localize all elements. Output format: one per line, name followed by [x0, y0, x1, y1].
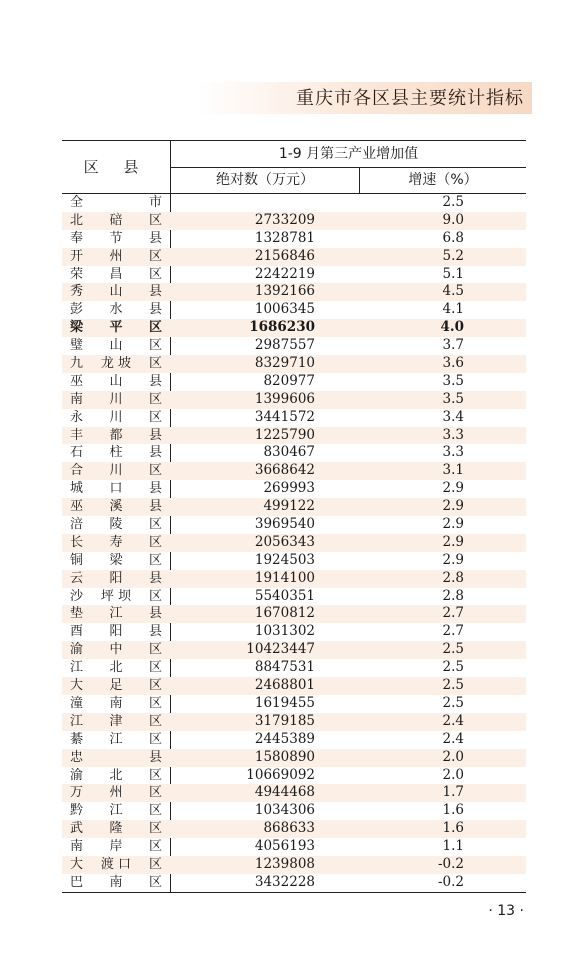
growth-rate: 2.7	[442, 623, 464, 640]
region-name	[70, 605, 162, 623]
region-name-part: 柱	[109, 445, 123, 461]
region-name-part: 区	[148, 517, 162, 533]
region-name-part: 涪	[70, 517, 84, 533]
region-name-part: 武	[70, 821, 84, 837]
region-name-part: 足	[109, 678, 123, 694]
region-name-part: 区	[148, 391, 162, 407]
table-row	[62, 283, 526, 301]
region-name	[70, 230, 162, 248]
growth-rate: -0.2	[437, 855, 464, 872]
growth-rate: 3.3	[442, 444, 464, 461]
region-name	[70, 266, 162, 284]
region-name-part: 区	[148, 409, 162, 425]
region-name-part: 北	[109, 660, 123, 676]
region-name-part: 江	[70, 660, 84, 676]
table-row	[62, 516, 526, 534]
statistics-table	[62, 140, 526, 893]
table-row	[62, 874, 526, 892]
region-name-part: 荣	[70, 266, 84, 282]
table-row	[62, 373, 526, 391]
absolute-value: 820977	[263, 372, 315, 389]
table-row	[62, 695, 526, 713]
growth-rate: 2.8	[442, 587, 464, 604]
region-name-part: 州	[109, 785, 123, 801]
region-name-part: 区	[148, 874, 162, 890]
region-name	[70, 480, 162, 498]
absolute-value: 2987557	[254, 337, 315, 354]
region-name	[70, 444, 162, 462]
absolute-value: 1225790	[254, 426, 315, 443]
absolute-value: 269993	[263, 480, 315, 497]
region-name-part: 渝	[70, 767, 84, 783]
region-name-part: 寿	[109, 534, 123, 550]
absolute-value: 1239808	[254, 855, 315, 872]
region-name-part: 沙	[70, 588, 84, 604]
absolute-value: 3432228	[254, 873, 315, 890]
region-name-part: 巴	[70, 874, 84, 890]
region-name-part: 区	[148, 248, 162, 264]
region-name-part: 津	[109, 713, 123, 729]
growth-rate: 2.5	[442, 659, 464, 676]
growth-rate: 3.3	[442, 426, 464, 443]
region-name	[70, 427, 162, 445]
region-name-part: 九	[70, 356, 84, 372]
region-name-part: 长	[70, 534, 84, 550]
growth-rate: 3.5	[442, 372, 464, 389]
region-name-part: 奉	[70, 230, 84, 246]
growth-rate: 2.4	[442, 712, 464, 729]
growth-rate: 3.1	[442, 462, 464, 479]
table-row	[62, 355, 526, 373]
region-name-part: 万	[70, 785, 84, 801]
absolute-value: 1328781	[254, 229, 315, 246]
table-row	[62, 248, 526, 266]
region-name-part: 州	[109, 248, 123, 264]
region-name-part: 县	[148, 302, 162, 318]
growth-rate: 2.5	[442, 694, 464, 711]
absolute-value: 8329710	[254, 355, 315, 372]
page-number: · 13 ·	[488, 903, 524, 919]
table-row	[62, 230, 526, 248]
absolute-value: 2242219	[254, 265, 315, 282]
region-name-part: 北	[70, 212, 84, 228]
region-name-part: 城	[70, 481, 84, 497]
growth-rate: 2.4	[442, 730, 464, 747]
region-name-part: 黔	[70, 803, 84, 819]
region-name-part: 南	[109, 695, 123, 711]
region-name-part: 节	[109, 230, 123, 246]
growth-rate: 9.0	[442, 211, 464, 228]
region-name-part: 区	[148, 785, 162, 801]
absolute-value: 1399606	[254, 390, 315, 407]
absolute-value: 1580890	[254, 748, 315, 765]
region-name	[70, 695, 162, 713]
region-name-part: 碚	[109, 212, 123, 228]
absolute-value: 2445389	[254, 730, 315, 747]
table-row	[62, 319, 526, 337]
region-name-part: 县	[148, 499, 162, 515]
table-row	[62, 444, 526, 462]
region-name-part: 江	[109, 731, 123, 747]
region-name	[70, 409, 162, 427]
region-name-part: 南	[70, 839, 84, 855]
table-row	[62, 194, 526, 212]
region-name-part: 南	[109, 874, 123, 890]
table-row	[62, 838, 526, 856]
region-name-part: 区	[148, 266, 162, 282]
table-row	[62, 767, 526, 785]
region-name-part: 都	[109, 427, 123, 443]
growth-rate: 2.9	[442, 516, 464, 533]
region-name-part: 永	[70, 409, 84, 425]
region-name-part: 大	[70, 856, 84, 872]
table-row	[62, 427, 526, 445]
region-name-part: 川	[109, 463, 123, 479]
region-name-part: 岸	[109, 839, 123, 855]
region-name	[70, 283, 162, 301]
region-name	[70, 820, 162, 838]
table-row	[62, 784, 526, 802]
growth-rate: 3.6	[442, 355, 464, 372]
absolute-value: 10423447	[246, 641, 315, 658]
table-row	[62, 391, 526, 409]
growth-rate: 2.0	[442, 766, 464, 783]
header-region: 区 县	[83, 158, 149, 176]
growth-rate: 2.5	[442, 677, 464, 694]
region-name-part: 县	[148, 427, 162, 443]
region-name-part: 区	[148, 320, 162, 336]
growth-rate: 2.9	[442, 480, 464, 497]
growth-rate: 4.5	[442, 283, 464, 300]
region-name	[70, 856, 162, 874]
absolute-value: 5540351	[254, 587, 315, 604]
absolute-value: 4944468	[254, 784, 315, 801]
region-name-part: 铜	[70, 552, 84, 568]
growth-rate: 2.9	[442, 498, 464, 515]
region-name	[70, 838, 162, 856]
growth-rate: 1.7	[442, 784, 464, 801]
header-growth-rate: 增速（%）	[408, 172, 478, 188]
table-row	[62, 462, 526, 480]
region-name-part: 区	[148, 731, 162, 747]
absolute-value: 1031302	[254, 623, 315, 640]
header-group: 1-9 月第三产业增加值	[171, 141, 526, 168]
region-name-part: 区	[148, 839, 162, 855]
region-name-part: 口	[109, 481, 123, 497]
table-row	[62, 856, 526, 874]
region-name-part: 石	[70, 445, 84, 461]
region-name-part: 江	[70, 713, 84, 729]
growth-rate: 2.9	[442, 551, 464, 568]
region-name	[70, 588, 162, 606]
header-absolute-value: 绝对数（万元）	[216, 172, 314, 188]
table-row	[62, 552, 526, 570]
region-name-part: 县	[148, 606, 162, 622]
absolute-value: 3179185	[254, 712, 315, 729]
region-name-part: 丰	[70, 427, 84, 443]
absolute-value: 3969540	[254, 516, 315, 533]
absolute-value: 1924503	[254, 551, 315, 568]
region-name	[70, 623, 162, 641]
region-name	[70, 516, 162, 534]
page-title: 重庆市各区县主要统计指标	[296, 88, 524, 109]
region-name-part: 区	[148, 821, 162, 837]
region-name-part: 潼	[70, 695, 84, 711]
region-name-part: 区	[148, 642, 162, 658]
region-name	[70, 570, 162, 588]
region-name-part: 陵	[109, 517, 123, 533]
absolute-value: 1686230	[249, 319, 315, 336]
region-name-part: 阳	[109, 624, 123, 640]
growth-rate: 1.6	[442, 820, 464, 837]
region-name-part: 市	[148, 195, 162, 210]
region-name-part: 梁	[109, 552, 123, 568]
region-name	[70, 767, 162, 785]
absolute-value: 1914100	[254, 569, 315, 586]
region-name-part: 合	[70, 463, 84, 479]
region-name	[70, 731, 162, 749]
absolute-value: 2733209	[254, 211, 315, 228]
region-name-part: 綦	[70, 731, 84, 747]
table-row	[62, 659, 526, 677]
region-name-part: 区	[148, 552, 162, 568]
region-name	[70, 677, 162, 695]
growth-rate: 2.0	[442, 748, 464, 765]
table-row	[62, 212, 526, 230]
growth-rate: 3.7	[442, 337, 464, 354]
region-name	[70, 498, 162, 516]
region-name-part: 璧	[70, 338, 84, 354]
region-name	[70, 713, 162, 731]
growth-rate: 5.1	[442, 265, 464, 282]
absolute-value: 499122	[263, 498, 315, 515]
region-name-part: 区	[148, 767, 162, 783]
region-name	[70, 552, 162, 570]
region-name-part: 北	[109, 767, 123, 783]
region-name-part: 梁	[70, 320, 84, 336]
region-name-part: 平	[109, 320, 123, 336]
absolute-value: 1392166	[254, 283, 315, 300]
table-row	[62, 534, 526, 552]
region-name	[70, 749, 162, 767]
region-name-part: 中	[109, 642, 123, 658]
region-name	[70, 319, 162, 337]
table-row	[62, 731, 526, 749]
region-name-part: 水	[109, 302, 123, 318]
absolute-value: 1006345	[254, 301, 315, 318]
region-name-part: 溪	[109, 499, 123, 515]
table-row	[62, 570, 526, 588]
growth-rate: 2.9	[442, 533, 464, 550]
table-row	[62, 480, 526, 498]
region-name	[70, 641, 162, 659]
region-name-part: 区	[148, 695, 162, 711]
region-name-part: 县	[148, 749, 162, 765]
growth-rate: 5.2	[442, 247, 464, 264]
growth-rate: 6.8	[442, 229, 464, 246]
region-name-part: 彭	[70, 302, 84, 318]
region-name-part: 区	[148, 463, 162, 479]
table-row	[62, 677, 526, 695]
region-name-part: 县	[148, 230, 162, 246]
table-row	[62, 409, 526, 427]
region-name	[70, 301, 162, 319]
region-name-part: 阳	[109, 570, 123, 586]
absolute-value: 3668642	[254, 462, 315, 479]
table-row	[62, 749, 526, 767]
absolute-value: 868633	[263, 820, 315, 837]
region-name-part: 县	[148, 624, 162, 640]
table-row	[62, 498, 526, 516]
region-name-part: 渝	[70, 642, 84, 658]
region-name-part: 县	[148, 570, 162, 586]
region-name	[70, 784, 162, 802]
region-name-part: 云	[70, 570, 84, 586]
absolute-value: 2468801	[254, 677, 315, 694]
growth-rate: 2.5	[442, 641, 464, 658]
region-name	[70, 391, 162, 409]
region-name-part: 县	[148, 481, 162, 497]
growth-rate: 4.0	[440, 319, 464, 336]
region-name-part: 区	[148, 338, 162, 354]
region-name-part: 巫	[70, 499, 84, 515]
region-name-part: 昌	[109, 266, 123, 282]
absolute-value: 1670812	[254, 605, 315, 622]
region-name	[70, 874, 162, 892]
region-name-part: 区	[148, 803, 162, 819]
table-row	[62, 301, 526, 319]
growth-rate: 2.8	[442, 569, 464, 586]
region-name	[70, 248, 162, 266]
table-row	[62, 266, 526, 284]
region-name-part: 区	[148, 856, 162, 872]
growth-rate: 1.1	[442, 838, 464, 855]
region-name	[70, 194, 162, 212]
table-rows	[62, 194, 526, 892]
absolute-value: 1619455	[254, 694, 315, 711]
absolute-value: 830467	[263, 444, 315, 461]
growth-rate: 3.4	[442, 408, 464, 425]
absolute-value: 8847531	[254, 659, 315, 676]
region-name	[70, 337, 162, 355]
region-name-part: 区	[148, 713, 162, 729]
growth-rate: 2.7	[442, 605, 464, 622]
region-name-part: 酉	[70, 624, 84, 640]
region-name-part: 开	[70, 248, 84, 264]
table-row	[62, 713, 526, 731]
region-name-part: 坪 坝	[100, 588, 132, 604]
region-name-part: 县	[148, 445, 162, 461]
absolute-value: 1034306	[254, 802, 315, 819]
region-name-part: 山	[109, 284, 123, 300]
table-body	[62, 194, 526, 893]
table-row	[62, 802, 526, 820]
region-name-part: 忠	[70, 749, 84, 765]
absolute-value: 4056193	[254, 838, 315, 855]
table-header	[62, 140, 526, 194]
growth-rate: 4.1	[442, 301, 464, 318]
region-name	[70, 802, 162, 820]
region-name-part: 区	[148, 660, 162, 676]
region-name-part: 全	[70, 195, 84, 210]
absolute-value: 2156846	[254, 247, 315, 264]
region-name-part: 区	[148, 588, 162, 604]
region-name-part: 县	[148, 284, 162, 300]
region-name-part: 江	[109, 606, 123, 622]
table-row	[62, 623, 526, 641]
region-name-part: 县	[148, 373, 162, 389]
table-row	[62, 337, 526, 355]
region-name-part: 区	[148, 356, 162, 372]
growth-rate: 1.6	[442, 802, 464, 819]
table-row	[62, 641, 526, 659]
table-row	[62, 605, 526, 623]
region-name-part: 垫	[70, 606, 84, 622]
region-name-part: 区	[148, 212, 162, 228]
region-name-part: 山	[109, 373, 123, 389]
table-row	[62, 820, 526, 838]
region-name-part: 秀	[70, 284, 84, 300]
region-name-part: 龙 坡	[100, 356, 132, 372]
region-name-part: 南	[70, 391, 84, 407]
region-name-part: 川	[109, 391, 123, 407]
region-name-part: 区	[148, 678, 162, 694]
region-name-part: 江	[109, 803, 123, 819]
region-name-part: 山	[109, 338, 123, 354]
region-name	[70, 534, 162, 552]
region-name	[70, 659, 162, 677]
region-name	[70, 373, 162, 391]
region-name-part: 川	[109, 409, 123, 425]
region-name-part: 大	[70, 678, 84, 694]
region-name	[70, 462, 162, 480]
region-name-part: 隆	[109, 821, 123, 837]
region-name-part: 区	[148, 534, 162, 550]
growth-rate: 2.5	[442, 194, 464, 210]
absolute-value: 2056343	[254, 533, 315, 550]
region-name	[70, 212, 162, 230]
table-row	[62, 588, 526, 606]
growth-rate: -0.2	[437, 873, 464, 890]
growth-rate: 3.5	[442, 390, 464, 407]
region-name	[70, 355, 162, 373]
absolute-value: 10669092	[246, 766, 315, 783]
region-name-part: 渡 口	[100, 856, 132, 872]
region-name-part: 巫	[70, 373, 84, 389]
absolute-value: 3441572	[254, 408, 315, 425]
